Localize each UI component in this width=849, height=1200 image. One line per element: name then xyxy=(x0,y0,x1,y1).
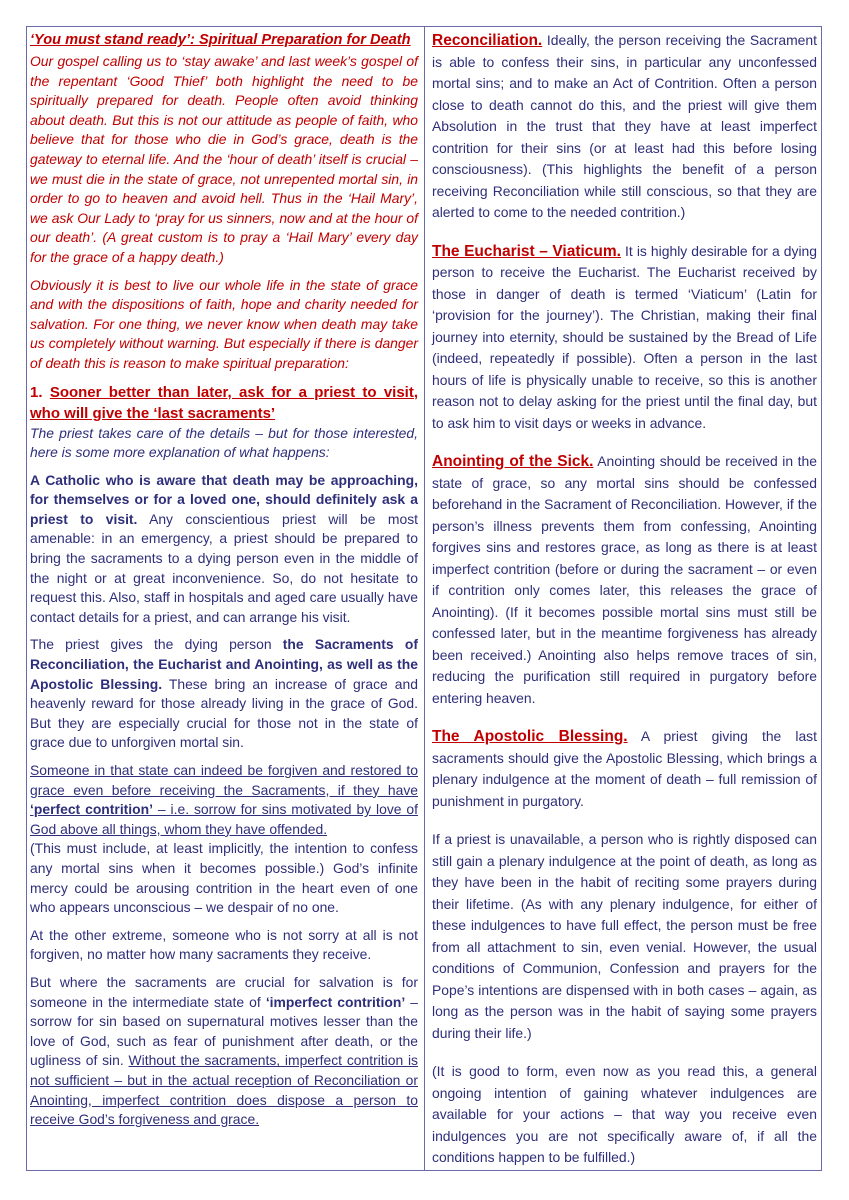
imperfect-underlined: Without the sacraments, imperfect contrition is not sufficient – but in the actual reception of Reconciliation or Anointing, imperfect contrition does dispose a person to receive God’s forgiveness and grace. xyxy=(30,1052,418,1128)
section-heading-text: Sooner better than later, ask for a priest to visit, who will give the ‘last sacraments’ xyxy=(30,383,419,422)
left-column xyxy=(30,30,418,1130)
section-heading xyxy=(30,382,418,424)
imperfect-contrition-paragraph xyxy=(30,973,418,1130)
perfect-contrition-paragraph xyxy=(30,761,418,839)
indulgence-paragraph: If a priest is unavailable, a person who is rightly disposed can still gain a plenary indulgence at the point of death, as long as they have been in the habit of reciting some prayers during their lifetime. (As with any plenary indulgence, for either of these indulgences to have full effect, the person must be free from all attachment to sin, even venial. However, the usual conditions of Communion, Confession and prayers for the Pope’s intentions are dispensed with in both cases – again, as long as the person was in the habit of saying some prayers during their life.) xyxy=(432,831,817,1041)
no-contrition-paragraph: At the other extreme, someone who is not sorry at all is not forgiven, no matter how many sacraments they receive. xyxy=(30,926,418,963)
intro-paragraph-2: Obviously it is best to live our whole life in the state of grace and with the dispositions of faith, hope and charity needed for salvation. For one thing, we never know when death may take us completely without warning. But especially if there is danger of death this is reason to make spiritual preparation: xyxy=(30,276,418,371)
sacraments-bold: the Sacraments of Reconciliation, the Eucharist and Anointing, as well as the Apostolic Blessing. xyxy=(30,636,418,692)
perfect-contrition-term: ‘perfect contrition’ xyxy=(30,801,153,818)
reconciliation-paragraph xyxy=(432,30,817,224)
section-number: 1. xyxy=(30,383,43,401)
eucharist-paragraph xyxy=(432,241,817,435)
perfect-contrition-note: (This must include, at least implicitly, the intention to confess any mortal sins when it becomes possible.) God’s infinite mercy could be arousing contrition in the heart even of one who appears unconscious – we despair of no one. xyxy=(30,840,418,916)
priest-visit-rest: Any conscientious priest will be most amenable: in an emergency, a priest should be prepared to bring the sacraments to a dying person even in the middle of the night or at great inconvenience. So, do not hesitate to request this. Also, staff in hospitals and aged care usually have contact details for a priest, and can arrange his visit. xyxy=(30,510,419,625)
anointing-heading: Anointing of the Sick. xyxy=(432,453,594,470)
intro-paragraph-1: Our gospel calling us to ‘stay awake’ and last week’s gospel of the repentant ‘Good Thief’ both highlight the need to be spiritually prepared for death. People often avoid thinking about death. But this is not our attitude as people of faith, who believe that for those who die in God’s grace, death is the gateway to eternal life. And the ‘hour of death’ itself is crucial – we must die in the state of grace, not unrepented mortal sin, in order to go to heaven and avoid hell. Thus in the ‘Hail Mary’, we ask Our Lady to ‘pray for us sinners, now and at the hour of our death’. (A great custom is to pray a ‘Hail Mary’ every day for the grace of a happy death.) xyxy=(30,53,418,265)
blessing-paragraph xyxy=(432,726,817,812)
sacraments-rest: These bring an increase of grace and heavenly reward for those already living in the grace of God. But they are especially crucial for those not in the state of grace due to unforgiven mortal sin. xyxy=(30,675,418,751)
blessing-heading: The Apostolic Blessing. xyxy=(432,728,628,745)
imperfect-mid: – sorrow for sin based on supernatural motives lesser than the love of God, such as fear of punishment after death, or the ugliness of sin. xyxy=(30,993,418,1069)
sacraments-start: The priest gives the dying person xyxy=(30,636,283,653)
eucharist-heading: The Eucharist – Viaticum. xyxy=(432,242,621,260)
priest-visit-paragraph xyxy=(30,471,418,628)
imperfect-contrition-term: ‘imperfect contrition’ xyxy=(265,993,406,1010)
perfect-contrition-underlined-2: – i.e. sorrow for sins motivated by love of God above all things, whom they have offended. xyxy=(30,801,419,837)
perfect-contrition-underlined-1: Someone in that state can indeed be forgiven and restored to grace even before receiving the Sacraments, if they have xyxy=(30,762,418,798)
column-divider xyxy=(424,26,425,1171)
intention-paragraph: (It is good to form, even now as you read this, a general ongoing intention of gaining whatever indulgences are available for your actions – that way you receive even indulgences you are not specifically aware of, if all the conditions happen to be fulfilled.) xyxy=(432,1063,817,1165)
sacraments-paragraph xyxy=(30,635,418,753)
right-column xyxy=(432,30,817,1169)
priest-visit-bold: A Catholic who is aware that death may be approaching, for themselves or for a loved one, should definitely ask a priest to visit. xyxy=(30,471,418,527)
section-note: The priest takes care of the details – but for those interested, here is some more explanation of what happens: xyxy=(30,424,418,461)
anointing-text: Anointing should be received in the state of grace, so any mortal sins should be confessed beforehand in the Sacrament of Reconciliation. However, if the person’s illness prevents them from confessing, Anointing forgives sins and restores grace, as long as there is at least imperfect contrition (before or during the sacrament – or even if contrition only comes later, this releases the grace of Anointing). (If it becomes possible mortal sins must still be confessed later, but in the meantime forgiveness has already been received.) Anointing also helps remove traces of sin, reducing the purification still required in purgatory before entering heaven. xyxy=(432,453,817,706)
eucharist-text: It is highly desirable for a dying person to receive the Eucharist. The Eucharist received by those in danger of death is termed ‘Viaticum’ (Latin for ‘provision for the journey’). The Christian, making their final journey into eternity, should be sustained by the Bread of Life (indeed, repeatedly if possible). Often a person in the last hours of life is physically unable to receive, so this is another reason not to delay asking for the priest until the final day, but to ask him to visit days or weeks in advance. xyxy=(432,242,817,431)
reconciliation-heading: Reconciliation. xyxy=(432,32,543,49)
blessing-text: A priest giving the last sacraments should give the Apostolic Blessing, which brings a plenary indulgence at the moment of death – full remission of punishment in purgatory. xyxy=(432,728,817,809)
article-title: ‘You must stand ready’: Spiritual Preparation for Death xyxy=(30,32,411,48)
imperfect-start: But where the sacraments are crucial for salvation is for someone in the intermediate state of xyxy=(30,973,418,1010)
reconciliation-text: Ideally, the person receiving the Sacrament is able to confess their sins, in particular any unconfessed mortal sins; and to make an Act of Contrition. Often a person close to death cannot do this, and the priest will give them Absolution in the trust that they have at least imperfect contrition for their sins (or at least had this before losing consciousness). (This highlights the benefit of a person receiving Reconciliation while still conscious, so that they are alerted to come to the needed contrition.) xyxy=(432,32,817,220)
anointing-paragraph xyxy=(432,451,817,709)
